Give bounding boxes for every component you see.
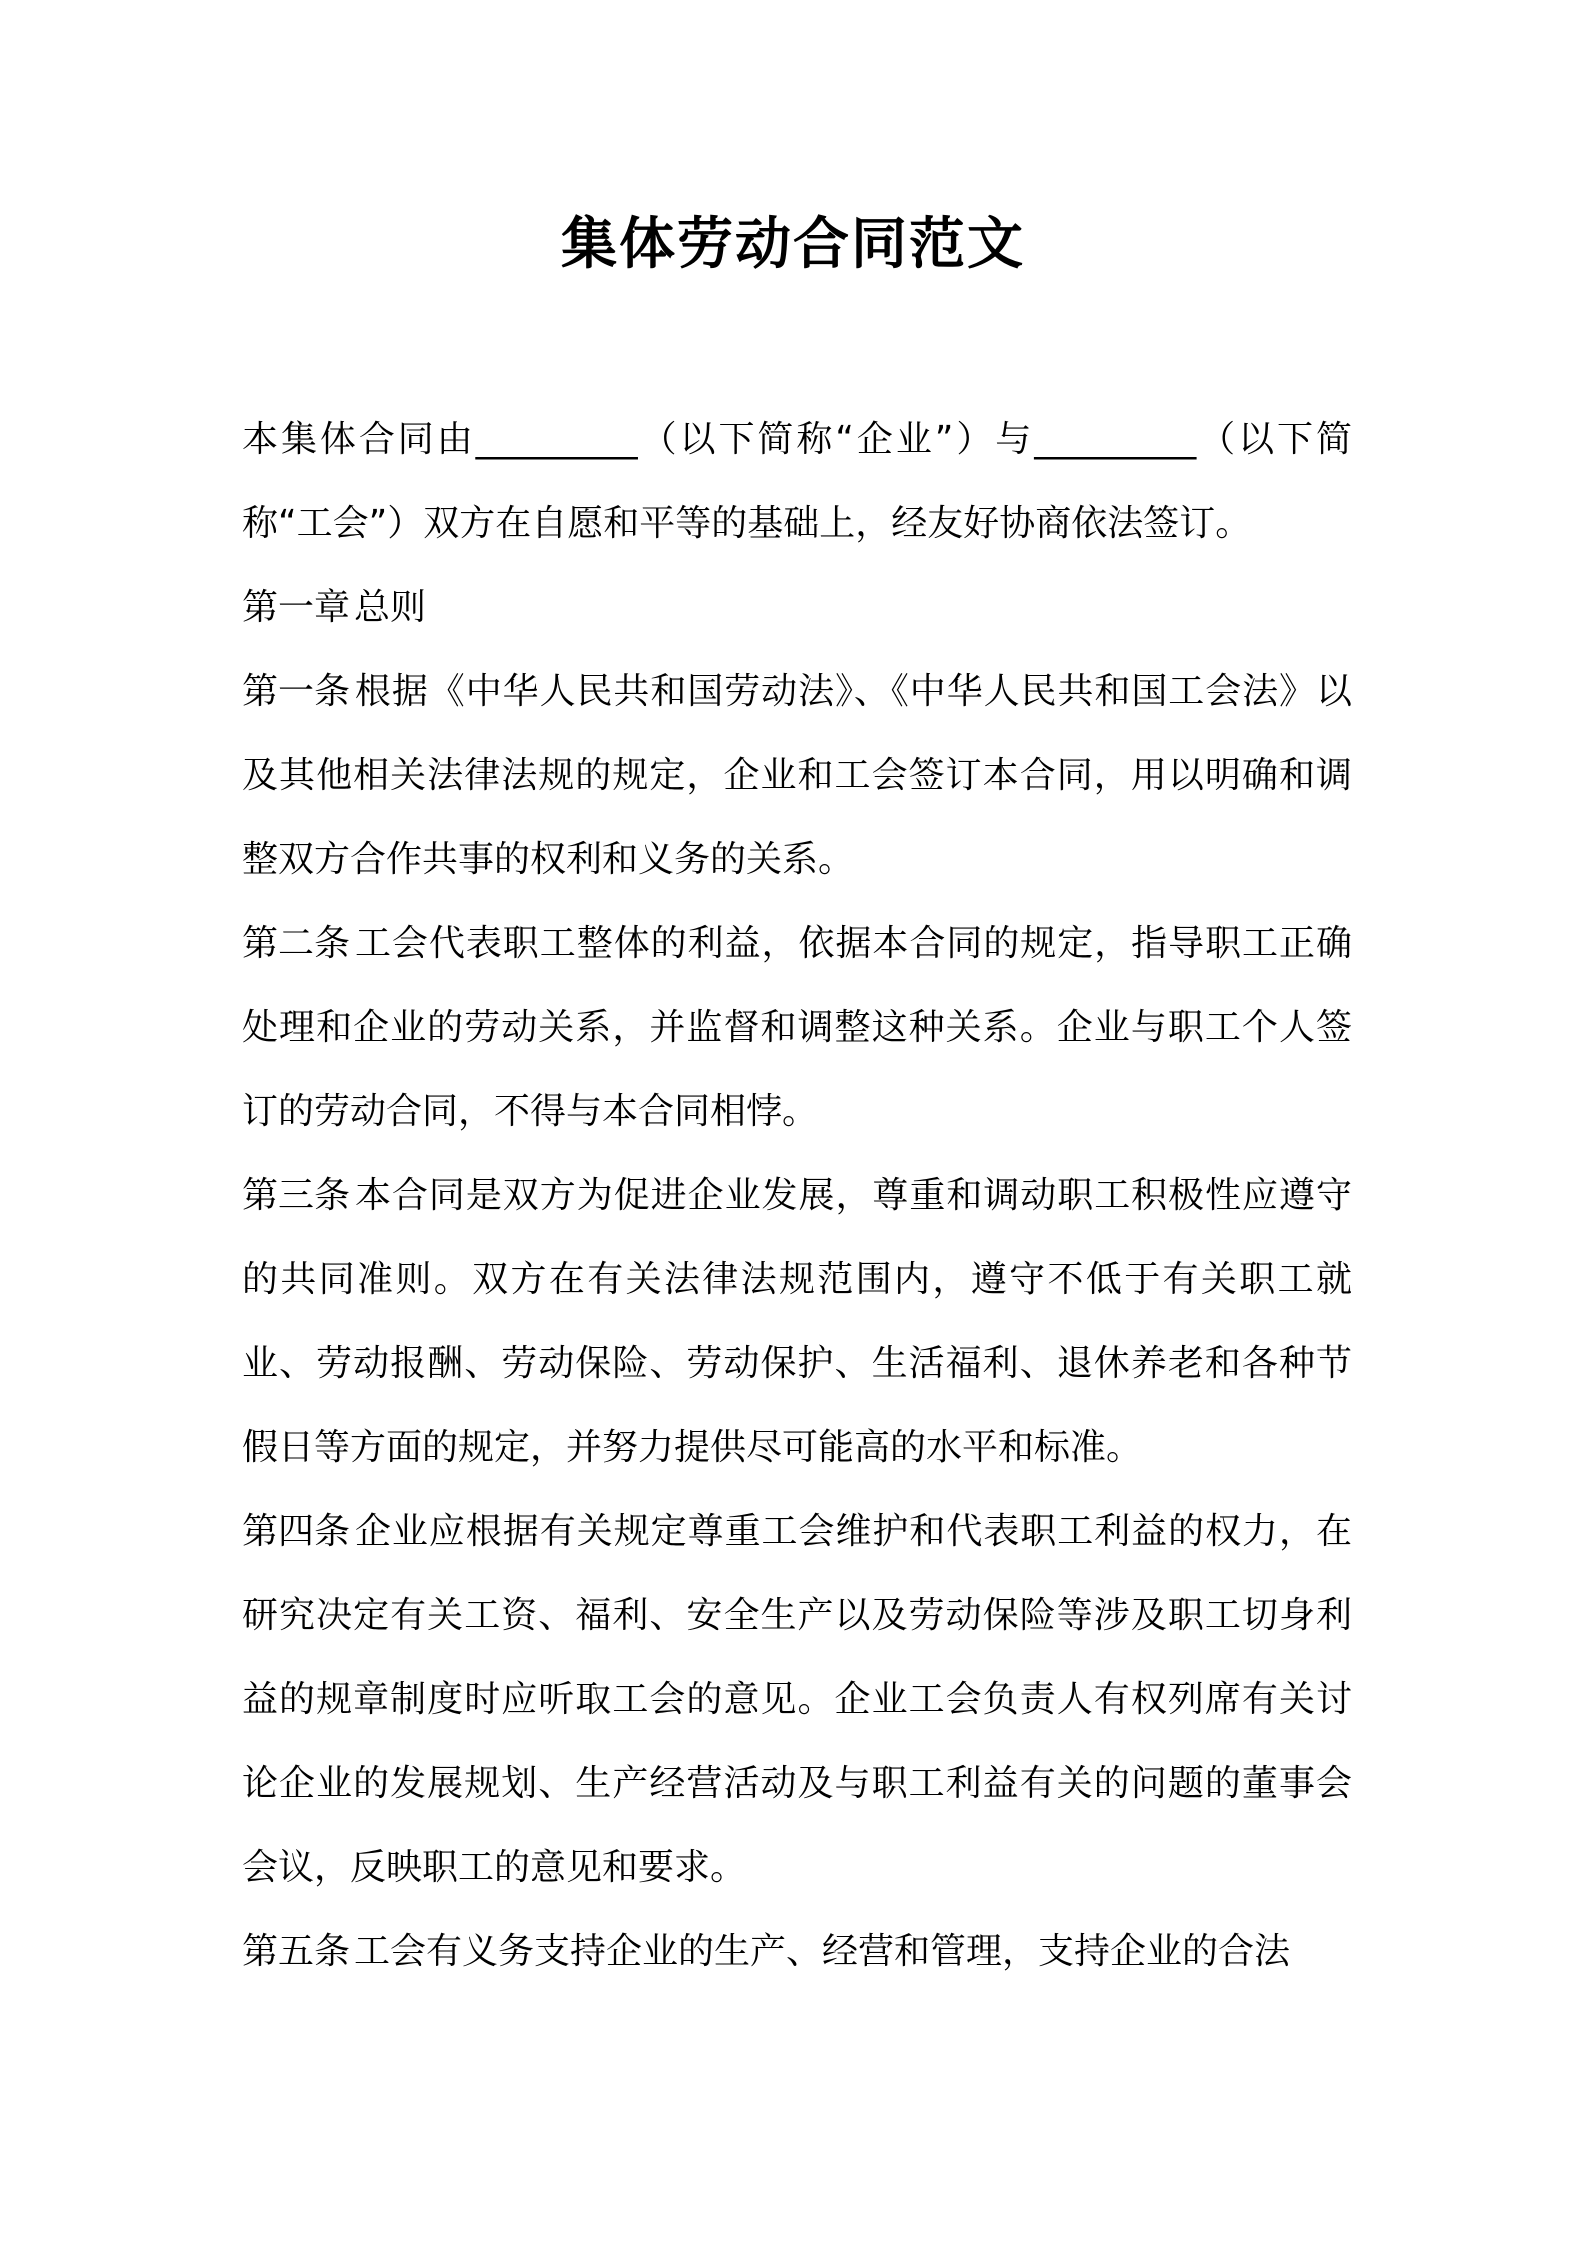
article-label: 第四条 xyxy=(242,1511,351,1552)
document-title: 集体劳动合同范文 xyxy=(561,212,1025,277)
article-label: 第三条 xyxy=(242,1175,351,1216)
article-text: 工会有义务支持企业的生产、经营和管理，支持企业的合法 xyxy=(354,1931,1291,1972)
article-text: 企业应根据有关规定尊重工会维护和代表职工利益的权力，在研究决定有关工资、福利、安全生产以及劳动保险等涉及职工切身利益的规章制度时应听取工会的意见。企业工会负责人有权列席有关讨论企业的发展规划、生产经营活动及与职工利益有关的问题的董事会会议，反映职工的意见和要求。 xyxy=(242,1511,1352,1888)
article-label: 第五条 xyxy=(242,1931,351,1972)
article-3 xyxy=(242,1154,1352,1490)
intro-paragraph: 本集体合同由_________（以下简称“企业”）与_________（以下简称“工会”）双方在自愿和平等的基础上，经友好协商依法签订。 xyxy=(242,419,1352,544)
article-4 xyxy=(242,1490,1352,1910)
chapter-heading xyxy=(242,566,1352,650)
chapter-title: 总则 xyxy=(354,587,427,628)
article-label: 第二条 xyxy=(242,923,351,964)
article-text: 本合同是双方为促进企业发展，尊重和调动职工积极性应遵守的共同准则。双方在有关法律法规范围内，遵守不低于有关职工就业、劳动报酬、劳动保险、劳动保护、生活福利、退休养老和各种节假日等方面的规定，并努力提供尽可能高的水平和标准。 xyxy=(242,1175,1352,1468)
article-label: 第一条 xyxy=(242,671,351,712)
article-2 xyxy=(242,902,1352,1154)
article-text: 根据《中华人民共和国劳动法》、《中华人民共和国工会法》以及其他相关法律法规的规定，企业和工会签订本合同，用以明确和调整双方合作共事的权利和义务的关系。 xyxy=(242,671,1352,880)
document-body xyxy=(242,398,1352,1994)
article-5 xyxy=(242,1910,1352,1994)
chapter-number: 第一章 xyxy=(242,587,351,628)
article-text: 工会代表职工整体的利益，依据本合同的规定，指导职工正确处理和企业的劳动关系，并监督和调整这种关系。企业与职工个人签订的劳动合同，不得与本合同相悖。 xyxy=(242,923,1352,1132)
article-1 xyxy=(242,650,1352,902)
